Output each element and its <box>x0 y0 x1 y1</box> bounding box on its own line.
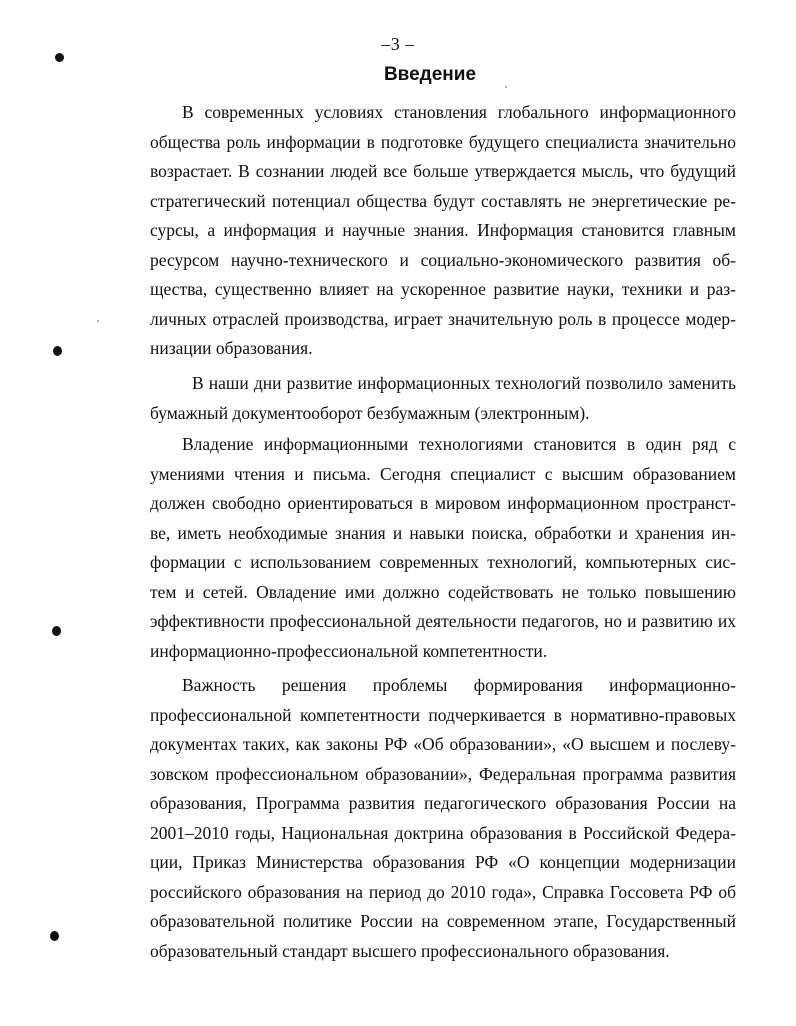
page-number: –3 – <box>381 34 415 54</box>
text-line: В современных условиях становления глобального информационного <box>182 102 736 122</box>
text-line: умениями чтения и письма. Сегодня специалист с высшим образованием <box>150 463 736 484</box>
scan-speck <box>50 931 59 941</box>
text-line: эффективности профессиональной деятельности педагогов, но и развитию их <box>150 611 736 631</box>
paragraph-4 <box>150 671 736 966</box>
text-line: бумажный документооборот безбумажным (электронным). <box>150 402 590 423</box>
scan-speck <box>505 86 507 88</box>
text-line: образовательной политике России на современном этапе, Государственный <box>150 911 736 931</box>
text-line: ве, иметь необходимые знания и навыки поиска, обработки и хранения ин- <box>150 522 736 543</box>
text-line: российского образования на период до 2010 года», Справка Госсовета РФ об <box>150 881 736 902</box>
text-line: образовательный стандарт высшего профессионального образования. <box>150 940 670 961</box>
text-line: документах таких, как законы РФ «Об образовании», «О высшем и послеву- <box>150 734 736 754</box>
text-line: ции, Приказ Министерства образования РФ «О концепции модернизации <box>150 852 736 872</box>
page-title: Введение <box>383 64 477 85</box>
text-line: Владение информационными технологиями становится в один ряд с <box>182 434 736 454</box>
text-line: стратегический потенциал общества будут составлять не энергетические ре- <box>150 190 736 211</box>
scan-speck <box>52 626 61 636</box>
text-line: информационно-профессиональной компетентности. <box>150 640 548 661</box>
paragraph-1 <box>150 98 736 364</box>
paragraph-2 <box>150 369 736 428</box>
text-line: возрастает. В сознании людей все больше утверждается мысль, что будущий <box>150 161 736 181</box>
text-line: личных отраслей производства, играет значительную роль в процессе модер- <box>150 308 736 329</box>
text-line: тем и сетей. Овладение ими должно содействовать не только повышению <box>150 581 736 602</box>
text-line: образования, Программа развития педагогического образования России на <box>150 793 736 813</box>
scan-speck <box>53 346 62 356</box>
scan-speck <box>55 53 64 62</box>
text-line: Важность решения проблемы формирования информационно- <box>182 675 736 695</box>
text-line: низации образования. <box>150 338 313 358</box>
text-line: формации с использованием современных технологий, компьютерных сис- <box>150 552 736 572</box>
paragraph-3 <box>150 430 736 666</box>
scan-speck <box>97 320 99 322</box>
text-line: профессиональной компетентности подчеркивается в нормативно-правовых <box>150 704 736 725</box>
text-line: сурсы, а информация и научные знания. Информация становится главным <box>150 220 736 240</box>
text-line: зовском профессиональном образовании», Федеральная программа развития <box>150 763 736 784</box>
text-line: 2001–2010 годы, Национальная доктрина образования в Российской Федера- <box>150 822 736 843</box>
text-line: В наши дни развитие информационных технологий позволило заменить <box>192 373 736 393</box>
text-line: должен свободно ориентироваться в мировом информационном пространст- <box>150 493 736 513</box>
text-line: общества роль информации в подготовке будущего специалиста значительно <box>150 131 736 152</box>
text-line: ресурсом научно-технического и социально-экономического развития об- <box>150 249 736 270</box>
text-line: щества, существенно влияет на ускоренное развитие науки, техники и раз- <box>150 279 736 299</box>
